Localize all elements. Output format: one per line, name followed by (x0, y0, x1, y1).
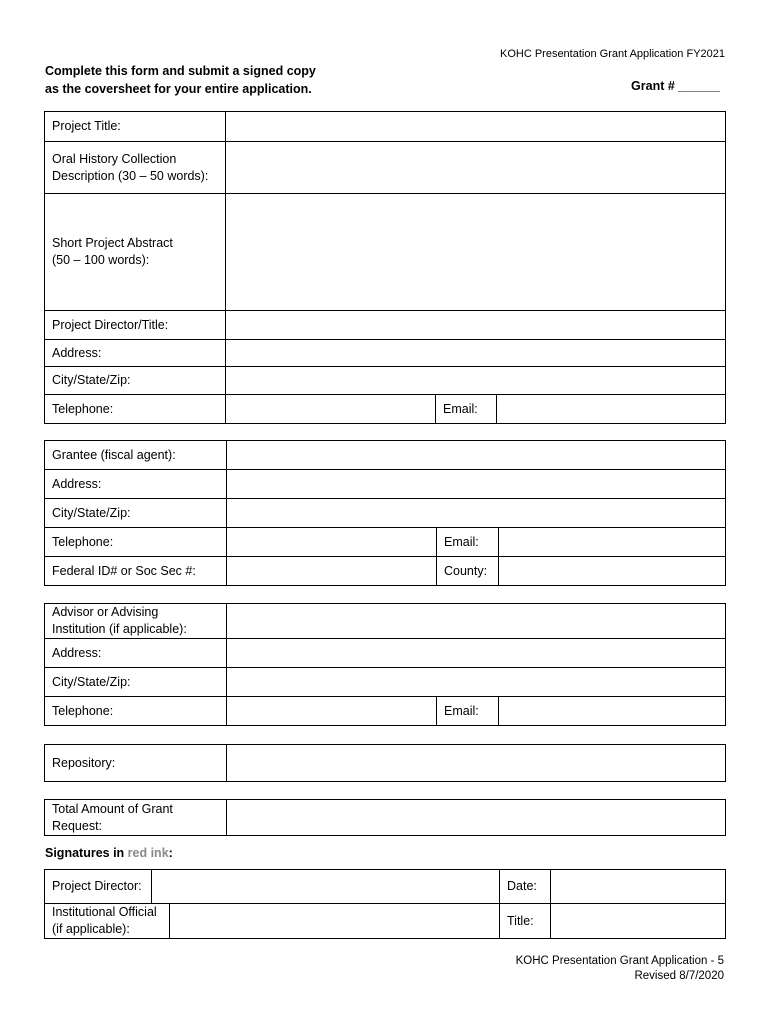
signatures-table (44, 869, 726, 939)
abstract-label (45, 194, 226, 311)
signature-date-label: Date: (500, 870, 551, 904)
project-telephone-label: Telephone: (45, 395, 226, 424)
advisor-table (44, 603, 726, 726)
advisor-city-label: City/State/Zip: (45, 668, 227, 697)
county-field[interactable] (499, 557, 726, 586)
signature-date-field[interactable] (551, 870, 726, 904)
advisor-email-label: Email: (437, 697, 499, 726)
grantee-city-label: City/State/Zip: (45, 499, 227, 528)
heading-text: Signatures in (45, 846, 128, 860)
advisor-address-label: Address: (45, 639, 227, 668)
total-amount-label (45, 800, 227, 836)
project-telephone-field[interactable] (226, 395, 436, 424)
county-label: County: (437, 557, 499, 586)
signature-director-field[interactable] (152, 870, 500, 904)
grant-number: Grant # ______ (631, 79, 720, 93)
heading-colon: : (168, 846, 173, 860)
total-table (44, 799, 726, 836)
project-address-label: Address: (45, 340, 226, 367)
grantee-email-field[interactable] (499, 528, 726, 557)
label-line: Request: (52, 818, 103, 833)
abstract-field[interactable] (226, 194, 726, 311)
signatures-heading (45, 846, 173, 860)
instruction-line-1: Complete this form and submit a signed copy (45, 64, 316, 78)
total-amount-field[interactable] (227, 800, 726, 836)
project-director-label: Project Director/Title: (45, 311, 226, 340)
red-ink-text: red ink (127, 846, 169, 860)
grantee-telephone-label: Telephone: (45, 528, 227, 557)
advisor-telephone-field[interactable] (227, 697, 437, 726)
advisor-email-field[interactable] (499, 697, 726, 726)
advisor-label (45, 604, 227, 639)
collection-description-label (45, 142, 226, 194)
project-city-label: City/State/Zip: (45, 367, 226, 395)
grantee-email-label: Email: (437, 528, 499, 557)
instructions (45, 62, 316, 98)
repository-table (44, 744, 726, 782)
page-footer (516, 954, 724, 984)
project-director-field[interactable] (226, 311, 726, 340)
project-city-field[interactable] (226, 367, 726, 395)
federal-id-label: Federal ID# or Soc Sec #: (45, 557, 227, 586)
signature-title-label: Title: (500, 904, 551, 939)
advisor-telephone-label: Telephone: (45, 697, 227, 726)
instruction-line-2: as the coversheet for your entire application. (45, 82, 312, 96)
advisor-address-field[interactable] (227, 639, 726, 668)
grantee-city-field[interactable] (227, 499, 726, 528)
project-email-label: Email: (436, 395, 497, 424)
grantee-telephone-field[interactable] (227, 528, 437, 557)
repository-label: Repository: (45, 745, 227, 782)
grantee-field[interactable] (227, 441, 726, 470)
collection-description-field[interactable] (226, 142, 726, 194)
project-email-field[interactable] (497, 395, 726, 424)
label-line: Short Project Abstract (52, 236, 173, 250)
label-line: Description (30 – 50 words): (52, 168, 209, 183)
advisor-field[interactable] (227, 604, 726, 639)
project-table (44, 111, 726, 424)
label-line: Institution (if applicable): (52, 622, 187, 636)
project-title-label: Project Title: (45, 112, 226, 142)
project-title-field[interactable] (226, 112, 726, 142)
federal-id-field[interactable] (227, 557, 437, 586)
header-title: KOHC Presentation Grant Application FY2021 (499, 48, 725, 60)
signature-official-field[interactable] (170, 904, 500, 939)
signature-director-label: Project Director: (45, 870, 152, 904)
grantee-label: Grantee (fiscal agent): (45, 441, 227, 470)
label-line: Total Amount of Grant (52, 801, 173, 816)
grantee-table (44, 440, 726, 586)
grantee-address-field[interactable] (227, 470, 726, 499)
label-line: Advisor or Advising (52, 605, 159, 619)
label-line: (if applicable): (52, 922, 130, 936)
label-line: Institutional Official (52, 905, 157, 919)
footer-line-2: Revised 8/7/2020 (634, 970, 724, 982)
advisor-city-field[interactable] (227, 668, 726, 697)
signature-official-label (45, 904, 170, 939)
grantee-address-label: Address: (45, 470, 227, 499)
project-address-field[interactable] (226, 340, 726, 367)
signature-title-field[interactable] (551, 904, 726, 939)
label-line: Oral History Collection (52, 151, 177, 166)
label-line: (50 – 100 words): (52, 253, 150, 267)
footer-line-1: KOHC Presentation Grant Application - 5 (515, 955, 724, 967)
repository-field[interactable] (227, 745, 726, 782)
